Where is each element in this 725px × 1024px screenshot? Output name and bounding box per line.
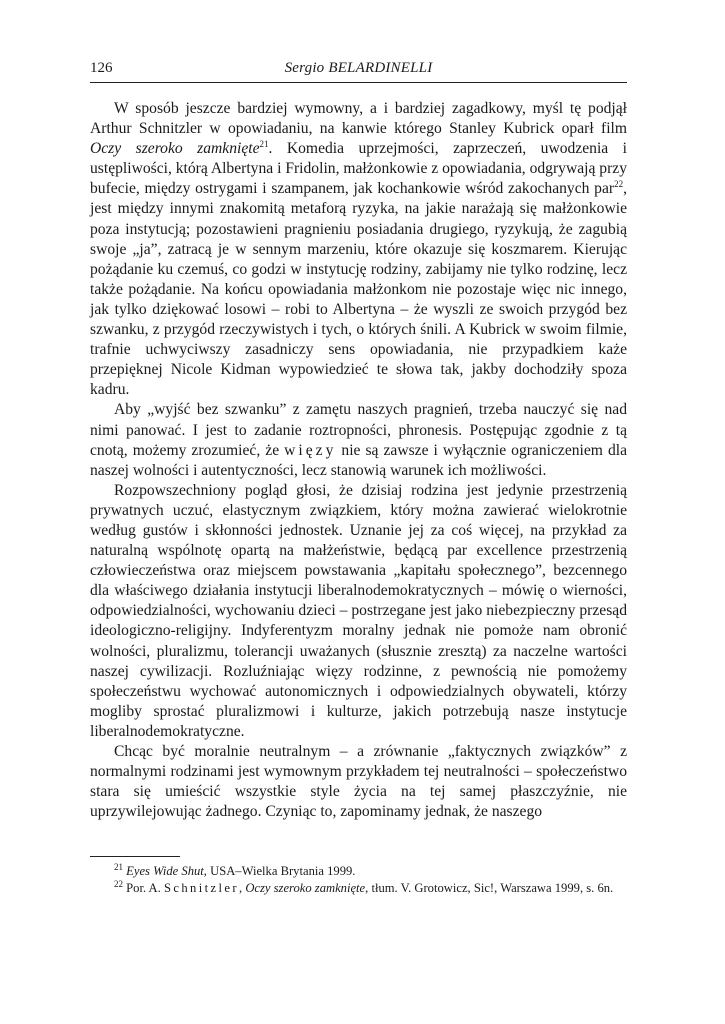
text-run: nie są zawsze i wyłącznie ograniczeniem dla naszej wolności i autentyczności, lecz stanowią warunek ich możliwości. [90,441,627,479]
text-run: , tłum. V. Grotowicz, Sic!, Warszawa 1999, s. 6n. [365,881,614,895]
italic-text: Oczy szeroko zamknięte [245,881,366,895]
page-number: 126 [90,60,113,76]
footnote [90,880,627,897]
text-run: , [239,881,246,895]
text-run: W sposób jeszcze bardziej wymowny, a i bardziej zagadkowy, myśl tę podjął Arthur Schnitzler w opowiadaniu, na kanwie którego Stanley Kubrick oparł film [90,100,627,138]
text-run: Rozpowszechniony pogląd głosi, że dzisiaj rodzina jest jedynie przestrzenią prywatnych uczuć, elastycznym związkiem, który można zawierać wielokrotnie według gustów i skłonności jednostek. Uznanie jej za coś więcej, na przykład za naturalną wspólnotę opartą na małżeństwie, będącą par excellence przestrzenią człowieczeństwa oraz miejscem powstawania „kapitału społecznego”, bezcennego dla właściwego działania instytucji liberalnodemokratycznych – mówię o wierności, odpowiedzialności, wychowaniu dzieci – postrzegane jest jako niebezpieczny przesąd ideologiczno-religijny. Indyferentyzm moralny jednak nie pomoże nam obronić wolności, pluralizmu, tolerancji uważanych (słusznie zresztą) za naczelne wartości naszej cywilizacji. Rozluźniając więzy rodzinne, z pewnością nie pomożemy społeczeństwu wychować autonomicznych i odpowiedzialnych obywateli, którzy mogliby sprostać pluralizmowi i kulturze, jakich potrzebują nasze instytucje liberalnodemokratyczne. [90,481,627,740]
body-text [90,99,627,822]
footnotes [90,856,627,897]
text-run: , USA–Wielka Brytania 1999. [203,864,356,878]
paragraph [90,742,627,822]
text-run: Chcąc być moralnie neutralnym – a zrównanie „faktycznych związków” z normalnymi rodzinami jest wymownym przykładem tej neutralności – społeczeństwo stara się umieścić wszystkie style życia na tej samej płaszczyźnie, nie uprzywilejowując żadnego. Czyniąc to, zapominamy jednak, że naszego [90,743,627,821]
footnote-ref: 22 [614,179,624,190]
paragraph [90,400,627,480]
page-header [90,58,627,83]
footnote-ref: 22 [114,878,123,889]
text-run: Aby „wyjść bez szwanku” z zamętu naszych pragnień, trzeba nauczyć się nad nimi panować. I jest to zadanie roztropności, phronesis. Postępując zgodnie z tą cnotą, możemy zrozumieć, że [90,401,627,459]
spaced-text: więzy [284,441,337,459]
italic-text: Oczy szeroko zamknięte [90,140,260,158]
text-run: , jest między innymi znakomitą metaforą ryzyka, na jakie narażają się małżonkowie poza instytucją; pozostawieni pragnieniu posiadania drugiego, ryzykują, że zagubią swoje „ja”, zatracą je w sennym marzeniu, które okazuje się koszmarem. Kierując pożądanie ku czemuś, co godzi w instytucję rodziny, zabijamy nie tylko rodzinę, lecz także pożądanie. Na końcu opowiadania małżonkom nie pozostaje więc nic innego, jak tylko dziękować losowi – robi to Albertyna – że wyszli ze swoich przygód bez szwanku, z przygód rzeczywistych i tych, o których śnili. A Kubrick w swoim filmie, trafnie uchwyciwszy zasadniczy sens opowiadania, nie przypadkiem każe przepięknej Nicole Kidman wypowiedzieć te słowa tak, jakby dochodziły spoza kadru. [90,180,627,399]
footnote-ref: 21 [114,861,123,872]
italic-text: Eyes Wide Shut [126,864,204,878]
footnote-ref: 21 [259,139,269,149]
paragraph [90,99,627,400]
text-run: Por. A. [123,881,164,895]
running-head: Sergio BELARDINELLI [284,60,433,76]
text-run: . Komedia uprzejmości, zaprzeczeń, uwodzenia i ustępliwości, którą Albertyna i Fridolin, małżonkowie z opowiadania, odgrywają przy bufecie, między ostrygami i szampanem, jak kochankowie wśród zakochanych par [90,140,627,198]
page [90,58,627,822]
spaced-text: Schnitzler [163,881,240,895]
paragraph [90,481,627,742]
footnote [90,863,627,880]
footnote-rule [90,856,180,857]
